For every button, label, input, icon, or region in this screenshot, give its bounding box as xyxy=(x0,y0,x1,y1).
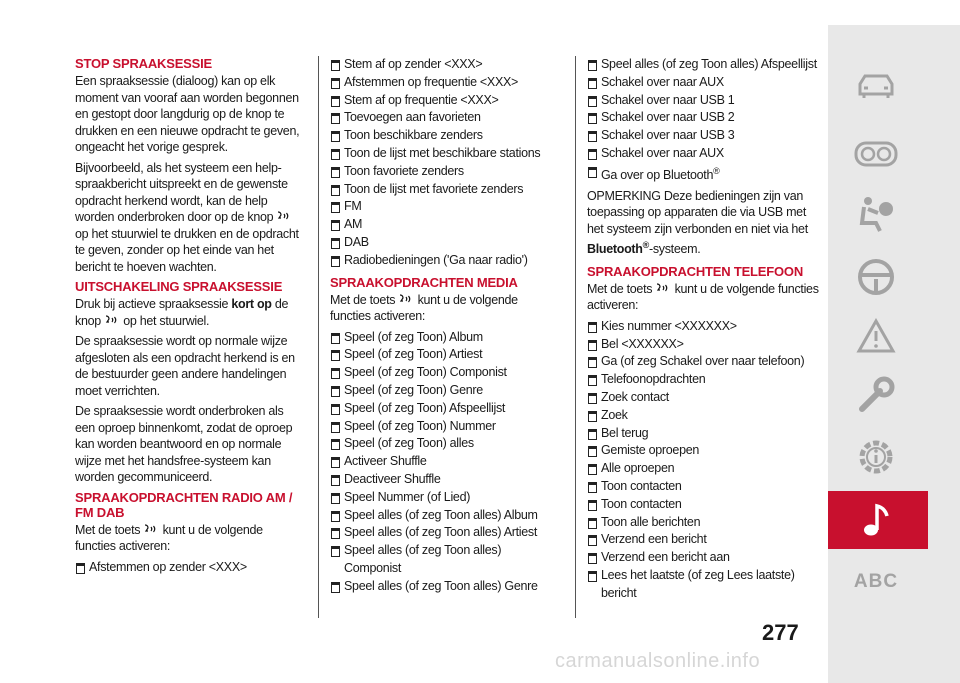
paragraph-radio-intro-part-1: Met de toets xyxy=(75,522,141,537)
note-bluetooth-bold: Bluetooth xyxy=(587,242,643,257)
paragraph-normal-close: De spraaksessie wordt op normale wijze afgesloten als een opdracht herkend is en de bestuurder geen andere handelingen moet verrichten. xyxy=(75,334,295,398)
media-command-list-2 xyxy=(587,56,819,163)
list-item: Lees het laatste (of zeg Lees laatste) bericht xyxy=(587,567,819,603)
registered-mark: ® xyxy=(713,165,720,176)
column-divider-1 xyxy=(318,56,319,618)
media-command-list-1 xyxy=(330,329,560,596)
list-item: Schakel over naar USB 1 xyxy=(587,92,819,110)
column-1 xyxy=(75,56,305,576)
list-item-bluetooth xyxy=(587,163,819,185)
paragraph-deactivate-bold: kort op xyxy=(231,297,272,311)
heading-stop-session: STOP SPRAAKSESSIE xyxy=(75,56,212,71)
warning-triangle-icon[interactable] xyxy=(828,318,924,354)
list-item: Bel terug xyxy=(587,425,819,443)
list-item: Speel (of zeg Toon) Artiest xyxy=(330,346,560,364)
paragraph-media-intro xyxy=(330,292,560,325)
list-item: Verzend een bericht aan xyxy=(587,549,819,567)
wrench-icon[interactable] xyxy=(828,375,924,415)
list-item: Speel alles (of zeg Toon alles) Artiest xyxy=(330,524,560,542)
sidebar-active-tab[interactable] xyxy=(828,491,928,549)
list-item: Gemiste oproepen xyxy=(587,442,819,460)
column-divider-2 xyxy=(575,56,576,618)
column-2 xyxy=(330,56,560,596)
list-item: Schakel over naar AUX xyxy=(587,74,819,92)
steering-wheel-icon[interactable] xyxy=(828,257,924,297)
radio-command-list-2 xyxy=(330,56,560,270)
paragraph-stop-session: Een spraaksessie (dialoog) kan op elk moment van vooraf aan worden begonnen en gestopt door langdurig op de knop te drukken en een nieuwe opdracht te geven, ongeacht het vorige gesprek. xyxy=(75,74,300,154)
dashboard-gauges-icon[interactable] xyxy=(828,140,924,168)
registered-mark: ® xyxy=(642,240,649,251)
list-item: Activeer Shuffle xyxy=(330,453,560,471)
list-item: Speel Nummer (of Lied) xyxy=(330,489,560,507)
paragraph-media-intro-part-2: kunt u de volgende functies activeren: xyxy=(330,292,518,324)
paragraph-deactivate-part-3: op het stuurwiel. xyxy=(123,313,210,328)
paragraph-deactivate-part-2: de knop xyxy=(75,297,289,328)
list-item: Speel alles (of zeg Toon alles) Album xyxy=(330,507,560,525)
paragraph-interrupted: De spraaksessie wordt onderbroken als een oproep binnenkomt, zodat de oproep kan worden beantwoord en op normale wijze met het handsfree-systeem kan worden gecommuniceerd. xyxy=(75,404,293,484)
paragraph-radio-intro xyxy=(75,522,305,555)
list-item: Telefoonopdrachten xyxy=(587,371,819,389)
list-item: Toon beschikbare zenders xyxy=(330,127,560,145)
note-part-1: OPMERKING Deze bedieningen zijn van toepassing op apparaten die via USB met het systeem zijn verbonden en niet via het xyxy=(587,188,808,236)
car-icon[interactable] xyxy=(828,70,924,100)
list-item: Afstemmen op zender <XXX> xyxy=(75,559,305,577)
list-item: Deactiveer Shuffle xyxy=(330,471,560,489)
bluetooth-command-list xyxy=(587,163,819,185)
paragraph-example-part-1: Bijvoorbeeld, als het systeem een help-spraakbericht uitspreekt en de gewenste opdracht herkend wordt, kan de help worden onderbroken door op de knop xyxy=(75,160,288,224)
list-item: Toevoegen aan favorieten xyxy=(330,109,560,127)
list-item: DAB xyxy=(330,234,560,252)
list-item: FM xyxy=(330,198,560,216)
list-item: Speel alles (of zeg Toon alles) Afspeellijst xyxy=(587,56,819,74)
list-item: Schakel over naar USB 2 xyxy=(587,109,819,127)
heading-media-commands: SPRAAKOPDRACHTEN MEDIA xyxy=(330,274,518,290)
paragraph-deactivate-part-1: Druk bij actieve spraaksessie xyxy=(75,297,229,311)
list-item: Speel alles (of zeg Toon alles) Componist xyxy=(330,542,560,578)
list-item: Alle oproepen xyxy=(587,460,819,478)
list-item: AM xyxy=(330,216,560,234)
list-item: Toon contacten xyxy=(587,496,819,514)
list-item: Speel (of zeg Toon) Album xyxy=(330,329,560,347)
info-gear-icon[interactable] xyxy=(828,437,924,477)
page-number: 277 xyxy=(762,620,799,645)
watermark: carmanualsonline.info xyxy=(555,650,761,672)
list-item: Stem af op frequentie <XXX> xyxy=(330,92,560,110)
list-item: Speel (of zeg Toon) alles xyxy=(330,435,560,453)
phone-command-list xyxy=(587,318,819,603)
heading-radio-commands: SPRAAKOPDRACHTEN RADIO AM / FM DAB xyxy=(75,489,293,520)
music-note-icon xyxy=(828,491,924,549)
list-item: Radiobedieningen ('Ga naar radio') xyxy=(330,252,560,270)
voice-button-icon xyxy=(104,314,120,326)
list-item: Zoek xyxy=(587,407,819,425)
list-item: Speel (of zeg Toon) Afspeellijst xyxy=(330,400,560,418)
list-item: Speel (of zeg Toon) Nummer xyxy=(330,418,560,436)
list-item: Speel (of zeg Toon) Componist xyxy=(330,364,560,382)
bluetooth-item-text: Ga over op Bluetooth xyxy=(601,167,714,182)
abc-index-tab[interactable]: ABC xyxy=(853,571,899,592)
paragraph-phone-intro-part-1: Met de toets xyxy=(587,281,653,296)
radio-command-list-1 xyxy=(75,559,305,577)
list-item: Toon favoriete zenders xyxy=(330,163,560,181)
list-item: Schakel over naar USB 3 xyxy=(587,127,819,145)
voice-button-icon xyxy=(276,210,292,222)
list-item: Stem af op zender <XXX> xyxy=(330,56,560,74)
column-3 xyxy=(587,56,819,603)
note-part-2: -systeem. xyxy=(648,242,701,257)
list-item: Ga (of zeg Schakel over naar telefoon) xyxy=(587,353,819,371)
paragraph-note xyxy=(587,188,819,258)
list-item: Speel (of zeg Toon) Genre xyxy=(330,382,560,400)
heading-deactivate-session: UITSCHAKELING SPRAAKSESSIE xyxy=(75,279,283,294)
list-item: Schakel over naar AUX xyxy=(587,145,819,163)
paragraph-radio-intro-part-2: kunt u de volgende functies activeren: xyxy=(75,522,263,553)
voice-button-icon xyxy=(655,282,671,294)
paragraph-example xyxy=(75,160,305,276)
voice-button-icon xyxy=(398,293,414,305)
paragraph-phone-intro xyxy=(587,281,819,314)
paragraph-media-intro-part-1: Met de toets xyxy=(330,292,396,307)
paragraph-deactivate xyxy=(75,296,305,329)
list-item: Toon contacten xyxy=(587,478,819,496)
list-item: Toon alle berichten xyxy=(587,514,819,532)
paragraph-phone-intro-part-2: kunt u de volgende functies activeren: xyxy=(587,281,819,313)
list-item: Bel <XXXXXX> xyxy=(587,336,819,354)
list-item: Verzend een bericht xyxy=(587,531,819,549)
airbag-seat-icon[interactable] xyxy=(828,195,924,233)
list-item: Kies nummer <XXXXXX> xyxy=(587,318,819,336)
list-item: Toon de lijst met favoriete zenders xyxy=(330,181,560,199)
heading-phone-commands: SPRAAKOPDRACHTEN TELEFOON xyxy=(587,263,804,279)
paragraph-example-part-2: op het stuurwiel te drukken en de opdracht te geven, zonder op het einde van het bericht te hoeven wachten. xyxy=(75,226,299,274)
list-item: Speel alles (of zeg Toon alles) Genre xyxy=(330,578,560,596)
list-item: Toon de lijst met beschikbare stations xyxy=(330,145,560,163)
list-item: Afstemmen op frequentie <XXX> xyxy=(330,74,560,92)
section-sidebar xyxy=(828,25,960,683)
list-item: Zoek contact xyxy=(587,389,819,407)
voice-button-icon xyxy=(143,523,159,535)
